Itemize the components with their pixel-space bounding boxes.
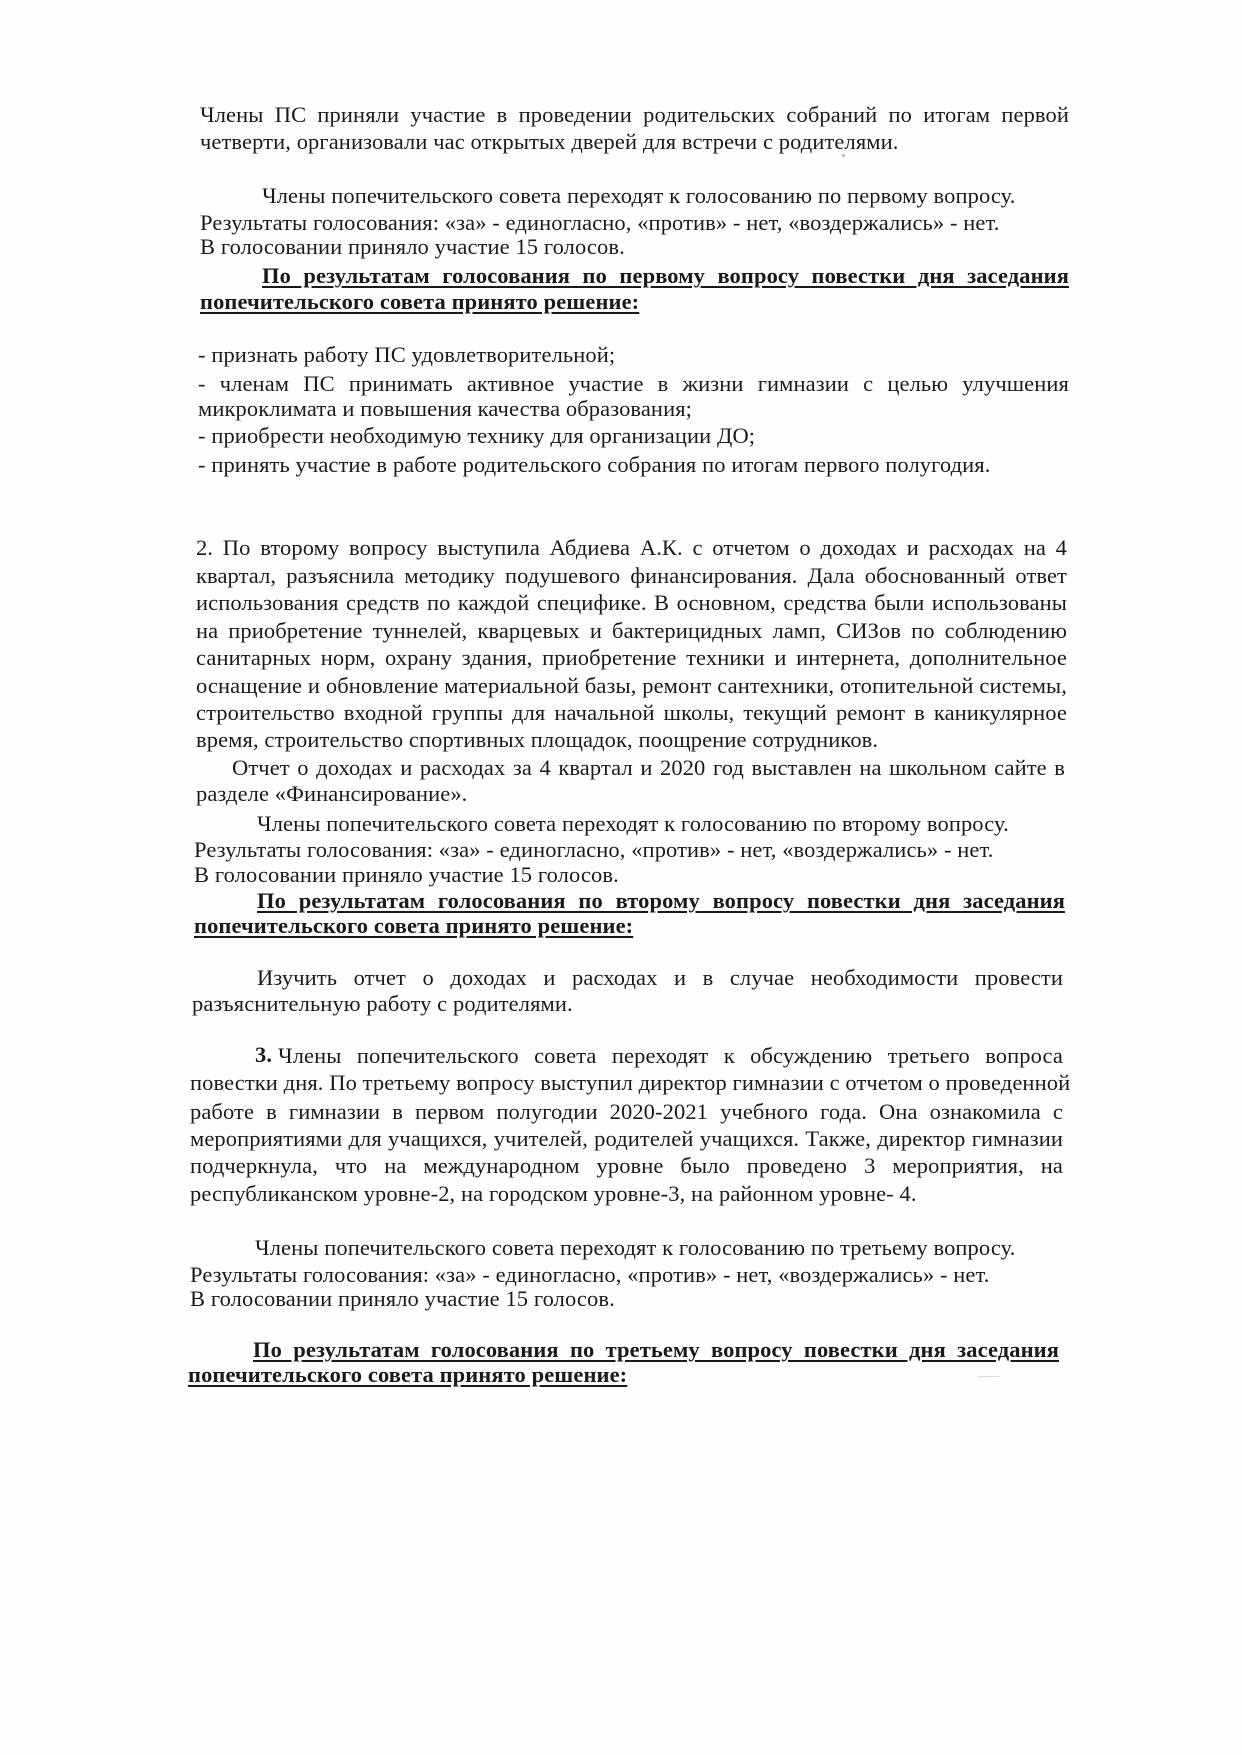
vote3-line-1: Члены попечительского совета переходят к голосованию по третьему вопросу.: [255, 1235, 1016, 1260]
q2-line-6: оснащение и обновление материальной базы, ремонт сантехники, отопительной системы,: [196, 673, 1067, 698]
decision3-heading-line-2: попечительского совета принято решение:: [188, 1362, 628, 1387]
q3-line-6: республиканском уровне-2, на городском уровне-3, на районном уровне- 4.: [190, 1181, 917, 1206]
intro-line-1: Члены ПС приняли участие в проведении родительских собраний по итогам первой: [200, 102, 1069, 127]
q3-line-1: Члены попечительского совета переходят к обсуждению третьего вопроса: [278, 1043, 1063, 1068]
vote3-participants: В голосовании приняло участие 15 голосов.: [190, 1286, 615, 1311]
decision2-line-2: разъяснительную работу с родителями.: [192, 991, 573, 1016]
decision1-item-4: - принять участие в работе родительского собрания по итогам первого полугодия.: [198, 452, 991, 477]
decision2-heading-line-1: По результатам голосования по второму вопросу повестки дня заседания: [257, 888, 1065, 913]
scan-speck: [978, 1376, 1000, 1377]
vote1-line-1: Члены попечительского совета переходят к голосованию по первому вопросу.: [262, 183, 1016, 208]
vote2-line-1: Члены попечительского совета переходят к голосованию по второму вопросу.: [257, 811, 1009, 836]
vote2-participants: В голосовании приняло участие 15 голосов.: [194, 862, 619, 887]
decision1-heading-line-1: По результатам голосования по первому вопросу повестки дня заседания: [262, 263, 1069, 288]
scan-speck: [842, 154, 845, 157]
q2-line-8: время, строительство спортивных площадок, поощрение сотрудников.: [196, 727, 879, 752]
q2-line-5: санитарных норм, охрану здания, приобретение техники и интернета, дополнительное: [196, 645, 1067, 670]
q2-line-1: 2. По второму вопросу выступила Абдиева А.К. с отчетом о доходах и расходах на 4: [196, 535, 1067, 560]
q3-line-5: подчеркнула, что на международном уровне было проведено 3 мероприятия, на: [190, 1153, 1063, 1178]
q2-line-3: использования средств по каждой специфике. В основном, средства были использованы: [196, 590, 1067, 615]
decision1-item-2-line-1: - членам ПС принимать активное участие в жизни гимназии с целью улучшения: [198, 371, 1069, 396]
vote1-participants: В голосовании приняло участие 15 голосов.: [200, 234, 625, 259]
q2-line-4: на приобретение туннелей, кварцевых и бактерицидных ламп, СИЗов по соблюдению: [196, 618, 1067, 643]
q2-line-2: квартал, разъяснила методику подушевого финансирования. Дала обоснованный ответ: [196, 563, 1067, 588]
decision2-heading-line-2: попечительского совета принято решение:: [194, 913, 634, 938]
decision2-line-1: Изучить отчет о доходах и расходах и в случае необходимости провести: [257, 965, 1063, 990]
q3-line-3: работе в гимназии в первом полугодии 2020-2021 учебного года. Она ознакомила с: [190, 1099, 1063, 1124]
decision3-heading-line-1: По результатам голосования по третьему вопросу повестки дня заседания: [253, 1337, 1059, 1362]
vote3-results: Результаты голосования: «за» - единогласно, «против» - нет, «воздержались» - нет.: [190, 1262, 990, 1287]
q3-number: 3.: [255, 1042, 273, 1067]
q3-line-4: мероприятиями для учащихся, учителей, родителей учащихся. Также, директор гимназии: [190, 1126, 1063, 1151]
decision1-item-3: - приобрести необходимую технику для организации ДО;: [198, 423, 756, 448]
vote1-results: Результаты голосования: «за» - единогласно, «против» - нет, «воздержались» - нет.: [200, 210, 1000, 235]
intro-line-2: четверти, организовали час открытых дверей для встречи с родителями.: [200, 129, 899, 154]
q2-line-9: Отчет о доходах и расходах за 4 квартал и 2020 год выставлен на школьном сайте в: [232, 755, 1065, 780]
decision1-item-1: - признать работу ПС удовлетворительной;: [198, 342, 616, 367]
decision1-heading-line-2: попечительского совета принято решение:: [200, 289, 640, 314]
vote2-results: Результаты голосования: «за» - единогласно, «против» - нет, «воздержались» - нет.: [194, 837, 994, 862]
q2-line-7: строительство входной группы для начальной школы, текущий ремонт в каникулярное: [196, 700, 1067, 725]
q3-line-2: повестки дня. По третьему вопросу выступил директор гимназии с отчетом о проведенной: [190, 1070, 1071, 1095]
decision1-item-2-line-2: микроклимата и повышения качества образования;: [198, 396, 693, 421]
q2-line-10: разделе «Финансирование».: [196, 781, 468, 806]
